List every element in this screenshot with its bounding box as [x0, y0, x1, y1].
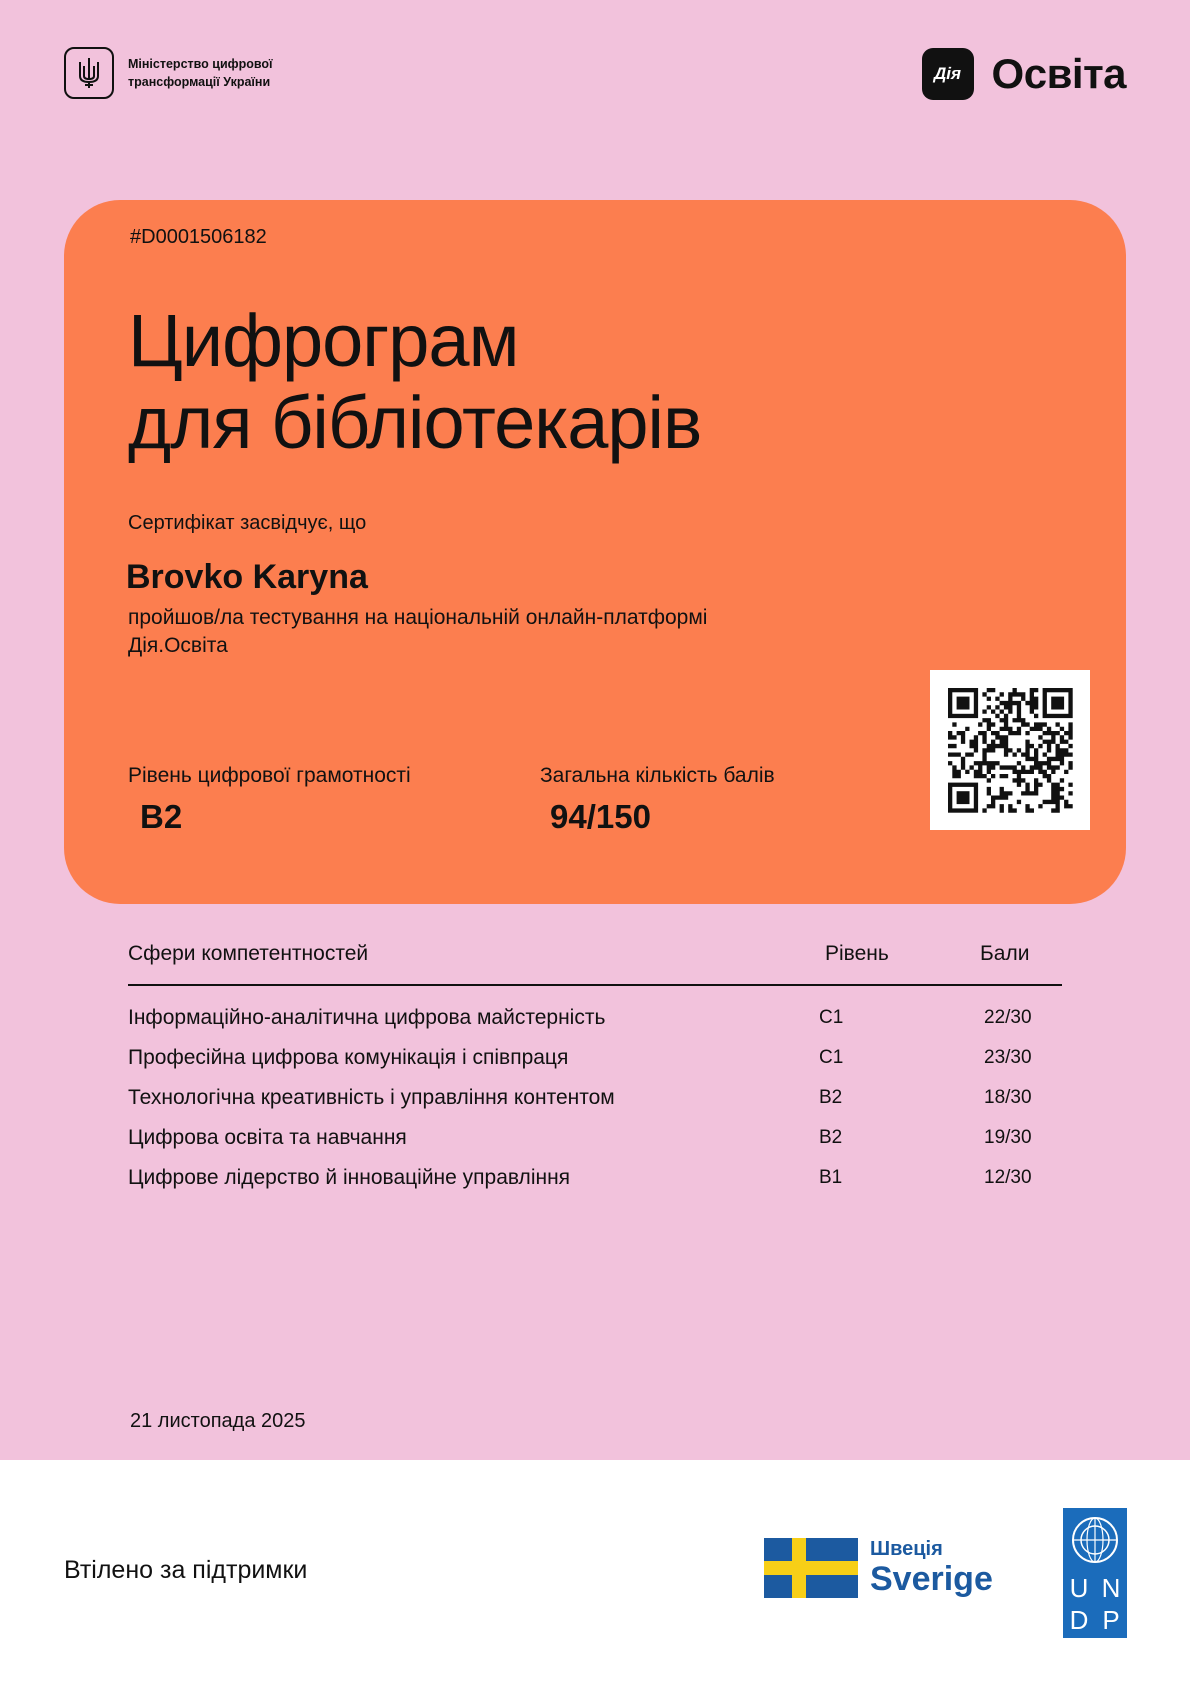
table-row: [128, 1038, 1062, 1078]
header-area: Сфери компетентностей: [128, 942, 369, 965]
passed-text: пройшов/ла тестування на національній онлайн-платформі Дія.Освіта: [128, 606, 708, 657]
table-row: [128, 998, 1062, 1038]
points-value: 94/150: [550, 798, 651, 835]
swedish-flag-icon: [764, 1538, 858, 1598]
sweden-logo: [764, 1538, 993, 1598]
trident-icon: [64, 47, 114, 99]
header-points: Бали: [980, 942, 1030, 965]
table-header: [128, 932, 1062, 986]
points-cell: 19/30: [984, 1127, 1032, 1148]
points-cell: 18/30: [984, 1087, 1032, 1108]
brand-name: Освіта: [991, 50, 1126, 97]
ministry-logo: [64, 47, 328, 99]
table-row: [128, 1118, 1062, 1158]
support-label: Втілено за підтримки: [64, 1556, 308, 1584]
points-cell: 23/30: [984, 1047, 1032, 1068]
qr-code-icon: [930, 670, 1090, 830]
certificate-card: [64, 200, 1126, 904]
issue-date: 21 листопада 2025: [130, 1410, 306, 1432]
level-cell: B2: [819, 1127, 843, 1148]
points-label: Загальна кількість балів: [540, 764, 775, 787]
competence-table: [128, 932, 1062, 1198]
header-level: Рівень: [825, 942, 889, 965]
sweden-sv-label: Sverige: [870, 1560, 993, 1598]
ministry-name: Міністерство цифрової трансформації України: [128, 57, 273, 89]
area-cell: Цифрова освіта та навчання: [128, 1126, 407, 1149]
table-body: [128, 986, 1062, 1198]
undp-letter: P: [1102, 1605, 1120, 1635]
level-cell: C1: [819, 1007, 844, 1028]
certifies-label: Сертифікат засвідчує, що: [128, 512, 367, 534]
recipient-name: Brovko Karyna: [126, 558, 368, 596]
table-row: [128, 1158, 1062, 1198]
area-cell: Інформаційно-аналітична цифрова майстерність: [128, 1006, 606, 1029]
points-cell: 22/30: [984, 1007, 1032, 1028]
level-cell: C1: [819, 1047, 844, 1068]
course-title: [128, 300, 701, 464]
certificate-id: #D0001506182: [130, 226, 267, 248]
course-title-line2: для бібліотекарів: [128, 381, 702, 464]
area-cell: Технологічна креативність і управління контентом: [128, 1086, 615, 1109]
qr-code[interactable]: [930, 670, 1090, 830]
sweden-ua-label: Швеція: [870, 1538, 943, 1560]
table-row: [128, 1078, 1062, 1118]
diya-osvita-logo: [922, 48, 1126, 100]
level-cell: B1: [819, 1167, 843, 1188]
level-value: B2: [140, 798, 183, 835]
undp-logo: [1063, 1508, 1127, 1638]
points-cell: 12/30: [984, 1167, 1032, 1188]
undp-letter: D: [1069, 1605, 1089, 1635]
area-cell: Цифрове лідерство й інноваційне управління: [128, 1166, 571, 1189]
level-cell: B2: [819, 1087, 843, 1108]
undp-letter: N: [1101, 1573, 1121, 1603]
un-emblem-icon: [1063, 1508, 1127, 1572]
undp-letter: U: [1069, 1573, 1089, 1603]
area-cell: Професійна цифрова комунікація і співпраця: [128, 1046, 569, 1069]
diya-badge: Дія: [922, 48, 974, 100]
level-label: Рівень цифрової грамотності: [128, 764, 411, 787]
course-title-line1: Цифрограм: [128, 299, 519, 382]
